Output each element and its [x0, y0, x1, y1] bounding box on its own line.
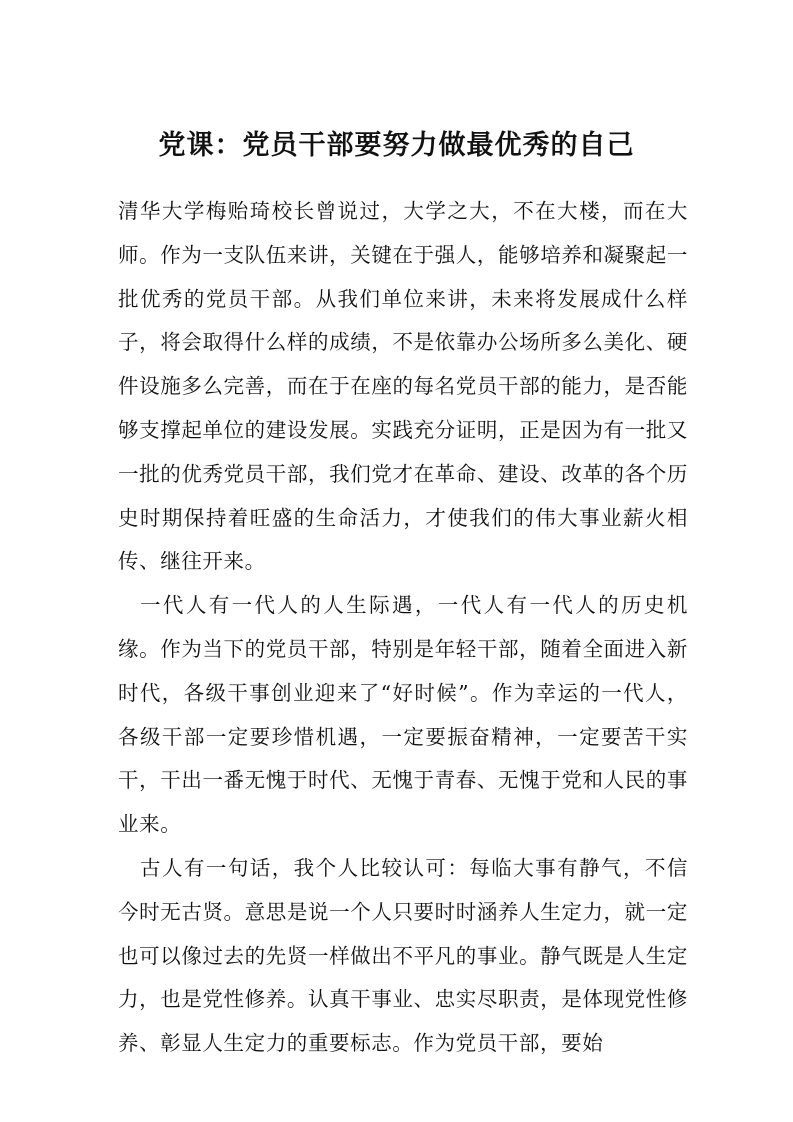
document-title: 党课：党员干部要努力做最优秀的自己: [158, 130, 635, 161]
paragraph-2: 一代人有一代人的人生际遇，一代人有一代人的历史机缘。作为当下的党员干部，特别是年轻干部，随着全面进入新时代，各级干事创业迎来了“好时候”。作为幸运的一代人，各级干部一定要珍惜机遇，一定要振奋精神，一定要苦干实干，干出一番无愧于时代、无愧于青春、无愧于党和人民的事业来。: [118, 593, 688, 837]
paragraph-3: 古人有一句话，我个人比较认可：每临大事有静气，不信今时无古贤。意思是说一个人只要时时涵养人生定力，就一定也可以像过去的先贤一样做出不平凡的事业。静气既是人生定力，也是党性修养。认真干事业、忠实尽职责，是体现党性修养、彰显人生定力的重要标志。作为党员干部，要始: [118, 855, 688, 1056]
document-body: [118, 190, 688, 1066]
paragraph-1: 清华大学梅贻琦校长曾说过，大学之大，不在大楼，而在大师。作为一支队伍来讲，关键在于强人，能够培养和凝聚起一批优秀的党员干部。从我们单位来讲，未来将发展成什么样子，将会取得什么样的成绩，不是依靠办公场所多么美化、硬件设施多么完善，而在于在座的每名党员干部的能力，是否能够支撑起单位的建设发展。实践充分证明，正是因为有一批又一批的优秀党员干部，我们党才在革命、建设、改革的各个历史时期保持着旺盛的生命活力，才使我们的伟大事业薪火相传、继往开来。: [118, 199, 688, 574]
